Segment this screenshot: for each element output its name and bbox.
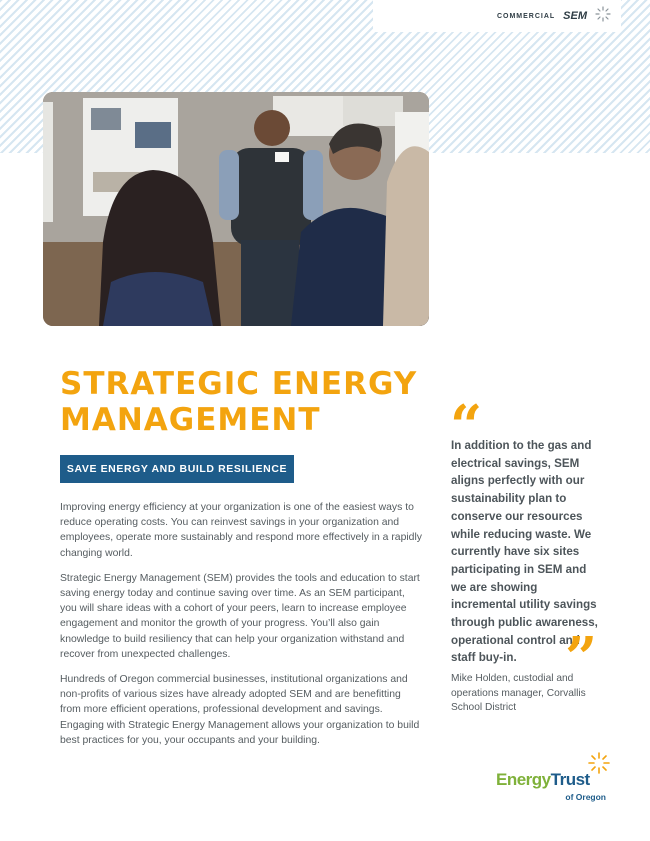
header-tab	[373, 0, 621, 32]
open-quote-mark: “	[450, 393, 483, 459]
pull-quote: In addition to the gas and electrical savings, SEM aligns perfectly with our sustainability plan to conserve our resources while reducing waste. We currently have six sites participating in SEM and we are showing incremental utility savings through public awareness, operational control and staff buy-in.	[451, 439, 598, 665]
subtitle-bar	[60, 455, 294, 483]
body-text	[60, 500, 422, 758]
page-title: STRATEGIC ENERGY MANAGEMENT	[60, 366, 418, 438]
logo-trust-text: Trust	[550, 770, 590, 789]
sunburst-icon	[588, 752, 610, 779]
subtitle-text: SAVE ENERGY AND BUILD RESILIENCE	[66, 463, 288, 475]
workshop-photo	[43, 92, 429, 326]
body-paragraph: Strategic Energy Management (SEM) provides the tools and education to start saving energy today and continue saving over time. As an SEM participant, you will share ideas with a cohort of your peers, learn to increase employee engagement and monitor the growth of your progress. You’ll also gain knowledge to build resiliency that can help your organization withstand and recover from unexpected challenges.	[60, 572, 420, 660]
energy-trust-logo	[496, 752, 614, 804]
header-category: COMMERCIAL	[496, 12, 556, 20]
body-paragraph: Hundreds of Oregon commercial businesses, institutional organizations and non-profits of various sizes have already adopted SEM and are benefitting from more efficient operations, professional development and savings. Engaging with Strategic Energy Management allows your organization to build best practices for you, your occupants and your building.	[60, 674, 420, 746]
logo-energy-text: Energy	[496, 770, 551, 789]
body-paragraph: Improving energy efficiency at your organization is one of the easiest ways to reduce operating costs. You can reinvest savings in your organization and employees, operate more sustainably and respond more effectively in a rapidly changing world.	[60, 502, 422, 559]
quote-attribution: Mike Holden, custodial and operations manager, Corvallis School District	[451, 673, 586, 714]
close-quote-mark: ”	[565, 625, 598, 691]
sunburst-icon	[595, 6, 611, 27]
logo-subtext: of Oregon	[565, 792, 606, 802]
header-program: SEM	[563, 10, 587, 22]
logo-wordmark	[496, 770, 590, 790]
